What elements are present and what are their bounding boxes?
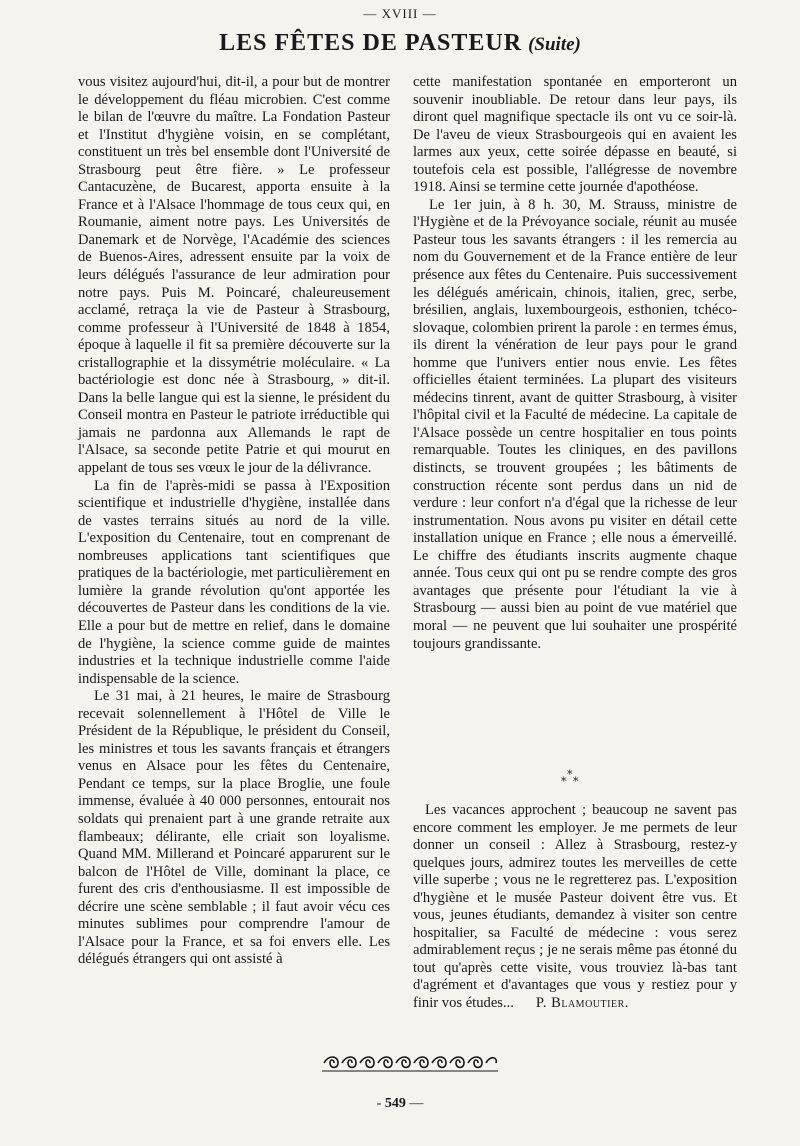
paragraph: vous visitez aujourd'hui, dit-il, a pour but de montrer le développement du fléau microbien. C'est comme le bilan de l'œuvre du maître. La Fondation Pasteur et l'Institut d'hygiène voisin, en se complétant, constituent un très bel ensemble dont l'Université de Strasbourg peut être fière. » Le professeur Cantacuzène, de Bucarest, apporta ensuite à la France et à l'Alsace l'hommage de tous ceux qui, en Roumanie, aiment notre pays. Les Universités de Danemark et de Norvège, l'Académie des sciences de Buenos-Aires, adressent ensuite par la voix de leurs délégués l'assurance de leur admiration pour notre pays. Puis M. Poincaré, chaleureusement acclamé, retraça la vie de Pasteur à Strasbourg, comme professeur à l'Université de 1848 à 1854, époque à laquelle il fit sa première découverte sur la cristallographie et la dissymétrie moléculaire. « La bactériologie est donc née à Strasbourg, » dit-il. Dans la belle langue qui est la sienne, le président du Conseil montra en Pasteur le patriote irréductible qui jamais ne pardonna aux Allemands le rapt de l'Alsace, sa seconde petite Patrie et qui mourut en appelant de tous ses vœux le jour de la délivrance. <box>78 74 390 477</box>
title-subtitle: (Suite) <box>528 34 581 55</box>
page-roman-numeral: — XVIII — <box>363 6 437 21</box>
author-signature: P. Blamoutier. <box>535 995 629 1012</box>
closing-paragraph <box>413 802 737 1013</box>
folio-dash-left: - <box>376 1096 382 1111</box>
title-text: LES FÊTES DE PASTEUR <box>219 30 523 56</box>
closing-text: Les vacances approchent ; beaucoup ne savent pas encore comment les employer. Je me permets de leur donner un conseil : Allez à Strasbourg, restez-y quelques jours, admirez toutes les merveilles de cette ville superbe ; vous ne le regretterez pas. L'exposition d'hygiène et le musée Pasteur doivent être vus. Et vous, jeunes étudiants, demandez à visiter son centre hospitalier, sa Faculté de médecine : vous serez admirablement reçus ; je ne serais même pas étonné du tout qu'après cette visite, vous trouviez là-bas tant d'agrément et d'avantages que vous y restiez pour y finir vos études... <box>413 802 737 1012</box>
right-column <box>413 74 737 653</box>
paragraph: Le 31 mai, à 21 heures, le maire de Strasbourg recevait solennellement à l'Hôtel de Ville le Président de la République, le président du Conseil, les ministres et tous les savants français et étrangers venus en Alsace pour les fêtes du Centenaire, Pendant ce temps, sur la place Broglie, une foule immense, évaluée à 40 000 personnes, entourait nos soldats qui prenaient part à une grande retraite aux flambeaux; délirante, elle criait son loyalisme. Quand MM. Millerand et Poincaré apparurent sur le balcon de l'Hôtel de Ville, dominant la place, ce furent des cris d'enthousiasme. Il est impossible de décrire une scène semblable ; il faut avoir vécu ces minutes sublimes pour comprendre l'amour de l'Alsace pour la France, et sa foi envers elle. Les délégués étrangers qui ont assisté à <box>78 688 390 968</box>
folio-dash-right: — <box>409 1096 424 1111</box>
paragraph: Le 1er juin, à 8 h. 30, M. Strauss, ministre de l'Hygiène et de la Prévoyance sociale, réunit au musée Pasteur tous les savants étrangers : il les remercia au nom du Gouvernement et de la France entière de leur présence aux fêtes du Centenaire. Puis successivement les délégués américain, chinois, italien, grec, serbe, brésilien, anglais, luxembourgeois, esthonien, tchéco-slovaque, colombien prirent la parole : en termes émus, ils dirent la vénération de leur pays pour le grand homme que l'univers entier nous envie. Les fêtes officielles étaient terminées. La plupart des visiteurs médecins tinrent, avant de quitter Strasbourg, à visiter l'hôpital civil et la Faculté de médecine. La capitale de l'Alsace possède un centre hospitalier en tous points remarquable. Toutes les cliniques, en des pavillons distincts, se trouvent groupées ; les bâtiments de construction récente sont perdus dans un nid de verdure : leur confort n'a d'égal que la richesse de leur instrumentation. Nous avons pu visiter en détail cette installation unique en France ; elle nous a émerveillé. Le chiffre des étudiants inscrits augmente chaque année. Tous ceux qui ont pu se rendre compte des gros avantages que présente pour l'étudiant la vie à Strasbourg — aussi bien au point de vue matériel que moral — ne peuvent que lui souhaiter une prospérité toujours grandissante. <box>413 196 737 652</box>
page-number <box>0 1096 800 1112</box>
left-column <box>78 74 390 969</box>
paragraph: La fin de l'après-midi se passa à l'Exposition scientifique et industrielle d'hygiène, installée dans de vastes terrains situés au nord de la ville. L'exposition du Centenaire, tout en comprenant de nombreuses applications tant scientifiques que pratiques de la bactériologie, met particulièrement en lumière la grande révolution qu'ont apportée les découvertes de Pasteur dans les conditions de la vie. Elle a pour but de mettre en relief, dans le domaine de l'hygiène, la science comme guide de maintes industries et la technique industrielle comme l'aide indispensable de la science. <box>78 477 390 687</box>
paragraph: cette manifestation spontanée en emporteront un souvenir inoubliable. De retour dans leur pays, ils diront quel magnifique spectacle ils ont vu ce soir-là. De l'aveu de vieux Strasbourgeois qui en avaient les larmes aux yeux, cette soirée dépasse en beauté, si toutefois cela est possible, l'allégresse de novembre 1918. Ainsi se termine cette journée d'apothéose. <box>413 74 737 196</box>
wave-ornament-icon <box>320 1052 500 1074</box>
asterism-separator: * * * <box>561 768 579 788</box>
page-number-value: 549 <box>384 1096 406 1111</box>
closing-section <box>413 802 737 1013</box>
article-title <box>0 30 800 57</box>
